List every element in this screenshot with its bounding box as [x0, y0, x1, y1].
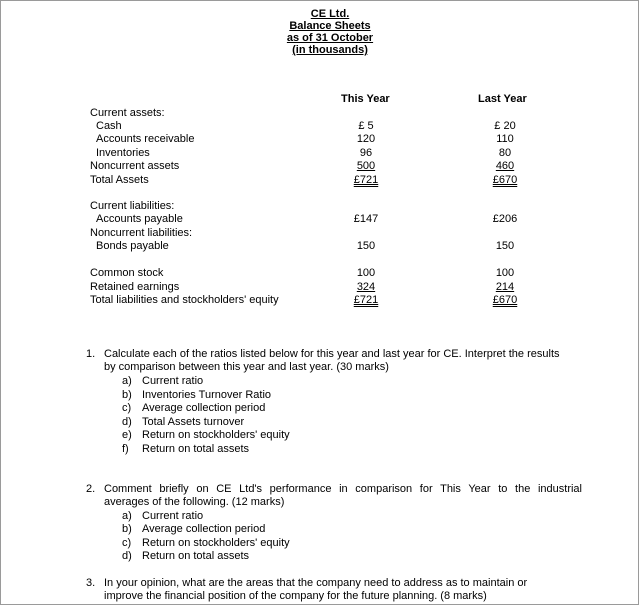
total-liabilities-equity-last-year: £670: [492, 294, 518, 306]
q2-number: 2.: [86, 483, 96, 495]
q1-item-text: Inventories Turnover Ratio: [142, 389, 272, 401]
retained-earnings-label: Retained earnings: [90, 281, 180, 293]
total-assets-last-year: £670: [492, 174, 518, 186]
company-name: CE Ltd.: [310, 8, 350, 20]
bonds-payable-last-year: 150: [495, 240, 515, 252]
q3-text-line1: In your opinion, what are the areas that the company need to address as to maintain or: [104, 577, 528, 589]
cash-last-year: £ 20: [494, 120, 516, 132]
total-liabilities-equity-this-year: £721: [353, 294, 379, 306]
q1-item-text: Total Assets turnover: [142, 416, 245, 428]
col-header-this-year: This Year: [341, 93, 390, 105]
q1-item-letter: f): [122, 443, 129, 455]
inventories-label: Inventories: [96, 147, 150, 159]
q2-item-text: Average collection period: [142, 523, 266, 535]
statement-date: as of 31 October: [286, 32, 374, 44]
q2-item-letter: c): [122, 537, 132, 549]
q2-item-letter: b): [122, 523, 132, 535]
q1-item-letter: b): [122, 389, 132, 401]
ar-last-year: 110: [496, 133, 514, 145]
retained-earnings-last-year: 214: [495, 281, 515, 293]
q1-text-line2: by comparison between this year and last year. (30 marks): [104, 361, 389, 373]
common-stock-label: Common stock: [90, 267, 164, 279]
q2-item-letter: a): [122, 510, 132, 522]
current-liabilities-label: Current liabilities:: [90, 200, 175, 212]
q1-item-letter: c): [122, 402, 132, 414]
statement-title: Balance Sheets: [289, 20, 371, 32]
total-assets-label: Total Assets: [90, 174, 149, 186]
common-stock-last-year: 100: [495, 267, 515, 279]
current-assets-label: Current assets:: [90, 107, 165, 119]
q1-item-text: Return on stockholders' equity: [142, 429, 290, 441]
q1-item-text: Average collection period: [142, 402, 266, 414]
total-liabilities-equity-label: Total liabilities and stockholders' equity: [90, 294, 279, 306]
q1-item-text: Return on total assets: [142, 443, 250, 455]
q1-text-line1: Calculate each of the ratios listed below for this year and last year for CE. Interpret the results: [104, 348, 560, 360]
q2-item-text: Return on stockholders' equity: [142, 537, 290, 549]
inventories-last-year: 80: [498, 147, 512, 159]
noncurrent-assets-last-year: 460: [495, 160, 515, 172]
col-header-last-year: Last Year: [478, 93, 527, 105]
retained-earnings-this-year: 324: [356, 281, 376, 293]
ap-label: Accounts payable: [96, 213, 183, 225]
common-stock-this-year: 100: [356, 267, 376, 279]
q2-text-line2: averages of the following. (12 marks): [104, 496, 285, 508]
q2-text-line1: Comment briefly on CE Ltd's performance in comparison for This Year to the industrial: [104, 483, 582, 495]
q3-number: 3.: [86, 577, 96, 589]
bonds-payable-this-year: 150: [356, 240, 376, 252]
ar-label: Accounts receivable: [96, 133, 195, 145]
ap-this-year: £147: [353, 213, 379, 225]
q1-item-letter: d): [122, 416, 132, 428]
cash-this-year: £ 5: [358, 120, 374, 132]
noncurrent-assets-this-year: 500: [356, 160, 376, 172]
q3-text-line2: improve the financial position of the company for the future planning. (8 marks): [104, 590, 487, 602]
q1-item-letter: a): [122, 375, 132, 387]
noncurrent-liabilities-label: Noncurrent liabilities:: [90, 227, 193, 239]
bonds-payable-label: Bonds payable: [96, 240, 169, 252]
q2-item-letter: d): [122, 550, 132, 562]
q1-item-letter: e): [122, 429, 132, 441]
ar-this-year: 120: [356, 133, 376, 145]
statement-units: (in thousands): [292, 44, 368, 56]
q2-item-text: Return on total assets: [142, 550, 250, 562]
cash-label: Cash: [96, 120, 122, 132]
total-assets-this-year: £721: [353, 174, 379, 186]
q1-number: 1.: [86, 348, 96, 360]
ap-last-year: £206: [492, 213, 518, 225]
noncurrent-assets-label: Noncurrent assets: [90, 160, 180, 172]
inventories-this-year: 96: [359, 147, 373, 159]
q1-item-text: Current ratio: [142, 375, 204, 387]
q2-item-text: Current ratio: [142, 510, 204, 522]
